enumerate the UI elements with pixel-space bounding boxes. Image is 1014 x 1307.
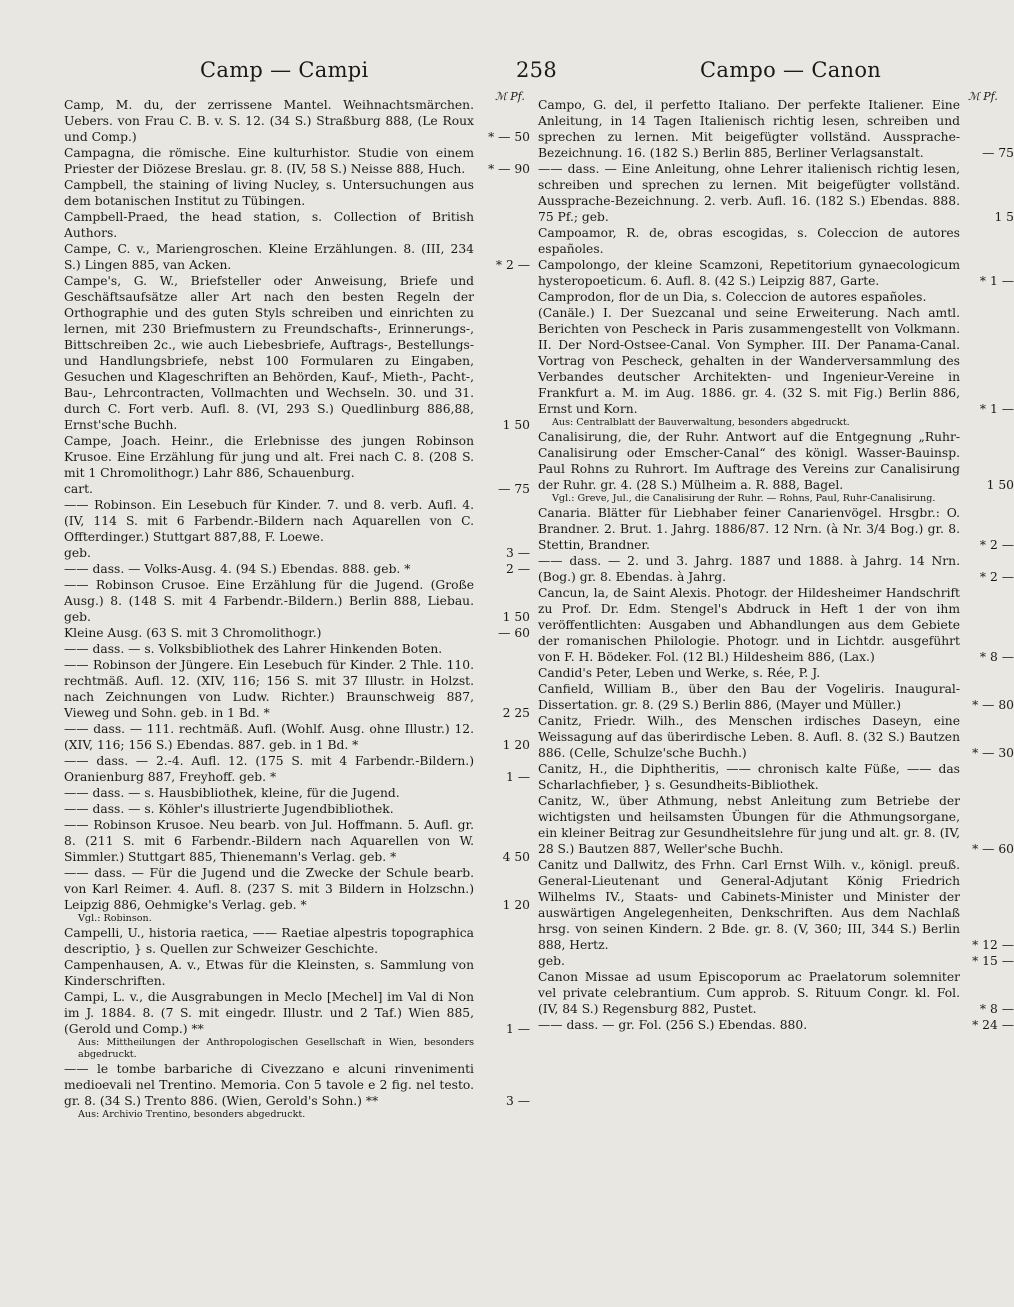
catalog-entry [64,545,530,561]
entry-text: —— dass. — Für die Jugend und die Zwecke der Schule bearb. von Karl Reimer. 4. Aufl. 8. (237 S. mit 3 Bildern in Holzschn.) Leipzig 886, Oehmigke's Verlag. geb. * [64,866,474,912]
entry-price: 4 50 [502,850,530,864]
entry-price: 1 5 [994,210,1014,224]
catalog-entry [538,793,1014,857]
running-head-right: Campo — Canon [700,58,882,82]
entry-text: Cancun, la, de Saint Alexis. Photogr. der Hildesheimer Handschrift zu Prof. Dr. Edm. Stengel's Abdruck in Heft 1 der von ihm veröffentlichten: Ausgaben und Abhandlungen aus dem Gebiete der romanischen Philologie. Photogr. und in Lichtdr. ausgeführt von F. H. Bödeker. Fol. (12 Bl.) Hildesheim 886, (Lax.) [538,586,960,664]
entry-note: Aus: Archivio Trentino, besonders abgedruckt. [78,1109,306,1120]
running-head-left: Camp — Campi [200,58,369,82]
entry-text: cart. [64,482,93,496]
catalog-entry [64,865,530,913]
entry-text: —— Robinson. Ein Lesebuch für Kinder. 7. und 8. verb. Aufl. 4. (IV, 114 S. mit 6 Farbendr.-Bildern nach Aquarellen von C. Offterdinger.) Stuttgart 887,88, F. Loewe. [64,498,474,544]
entry-price: * 12 — [972,938,1014,952]
entry-text: —— dass. — s. Köhler's illustrierte Jugendbibliothek. [64,802,394,816]
entry-text: Camprodon, flor de un Dia, s. Coleccion de autores españoles. [538,290,927,304]
entry-text: Campo, G. del, il perfetto Italiano. Der perfekte Italiener. Eine Anleitung, in 14 Tagen Italienisch richtig lesen, schreiben und sprechen zu lernen. Mit beigefügter vollständ. Aussprache-Bezeichnung. 16. (182 S.) Berlin 885, Berliner Verlagsanstalt. [538,98,960,160]
catalog-entry [64,657,530,721]
entry-price: — 60 [498,626,530,640]
entry-text: —— Robinson Crusoe. Eine Erzählung für die Jugend. (Große Ausg.) 8. (148 S. mit 4 Farbendr.-Bildern.) Berlin 888, Liebau. geb. [64,578,474,624]
entry-text: —— dass. — Volks-Ausg. 4. (94 S.) Ebendas. 888. geb. * [64,562,411,576]
entry-price: * — 30 [972,746,1014,760]
entry-text: geb. [64,546,91,560]
catalog-entry [64,801,530,817]
entry-text: —— dass. — s. Hausbibliothek, kleine, für die Jugend. [64,786,400,800]
entry-price: * — 90 [488,162,530,176]
currency-header-right: ℳ Pf. [968,90,998,103]
page-header [0,58,1000,90]
entry-text: —— dass. — 111. rechtmäß. Aufl. (Wohlf. Ausg. ohne Illustr.) 12. (XIV, 116; 156 S.) Ebendas. 887. geb. in 1 Bd. * [64,722,474,752]
entry-price: 2 25 [502,706,530,720]
entry-text: Canaria. Blätter für Liebhaber feiner Canarienvögel. Hrsgbr.: O. Brandner. 2. Brut. 1. Jahrg. 1886/87. 12 Nrn. (à Nr. 3/4 Bog.) gr. 8. Stettin, Brandner. [538,506,960,552]
catalog-entry [538,585,1014,665]
entry-price: — 75 [498,482,530,496]
entry-price: * 2 — [979,570,1014,584]
catalog-entry [538,305,1014,417]
catalog-entry [538,1017,1014,1033]
entry-text: Kleine Ausg. (63 S. mit 3 Chromolithogr.) [64,626,322,640]
entry-text: Campolongo, der kleine Scamzoni, Repetitorium gynaecologicum hysteropoeticum. 6. Aufl. 8. (42 S.) Leipzig 887, Garte. [538,258,960,288]
catalog-entry [64,753,530,785]
entry-price: 1 50 [986,478,1014,492]
entry-price: 1 20 [502,898,530,912]
entry-price: * 2 — [979,538,1014,552]
entry-text: Campoamor, R. de, obras escogidas, s. Coleccion de autores españoles. [538,226,960,256]
catalog-entry [64,273,530,433]
entry-price: * 2 — [495,258,530,272]
catalog-entry [64,817,530,865]
entry-price: * 8 — [979,1002,1014,1016]
entry-note: Aus: Centralblatt der Bauverwaltung, besonders abgedruckt. [552,417,850,428]
page-number: 258 [516,58,557,82]
catalog-entry [538,953,1014,969]
entry-text: Campbell-Praed, the head station, s. Collection of British Authors. [64,210,474,240]
catalog-entry [64,1109,530,1121]
catalog-entry [64,561,530,577]
catalog-entry [64,721,530,753]
entry-price: * — 80 [972,698,1014,712]
catalog-entry [538,97,1014,161]
catalog-entry [64,209,530,241]
catalog-entry [538,969,1014,1017]
catalog-entry [64,1061,530,1109]
entry-text: Campe, C. v., Mariengroschen. Kleine Erzählungen. 8. (III, 234 S.) Lingen 885, van Acken. [64,242,474,272]
entry-price: * — 60 [972,842,1014,856]
catalog-entry [64,1037,530,1061]
catalog-entry [64,957,530,989]
catalog-entry [538,665,960,681]
catalog-entry [64,785,530,801]
entry-price: 3 — [505,546,530,560]
entry-text: Canitz, H., die Diphtheritis, —— chronisch kalte Füße, —— das Scharlachfieber, } s. Gesundheits-Bibliothek. [538,762,960,792]
entry-price: * 8 — [979,650,1014,664]
entry-price: 1 — [505,1022,530,1036]
entry-price: * 15 — [972,954,1014,968]
catalog-entry [538,417,960,429]
entry-text: geb. [538,954,565,968]
catalog-entry [64,241,530,273]
entry-price: * 1 — [979,274,1014,288]
entry-note: Aus: Mittheilungen der Anthropologischen Gesellschaft in Wien, besonders abgedruckt. [78,1037,474,1060]
catalog-entry [64,497,530,545]
entry-text: Canitz und Dallwitz, des Frhn. Carl Ernst Wilh. v., königl. preuß. General-Lieutenant und General-Adjutant König Friedrich Wilhelms IV., Staats- und Cabinets-Minister und Minister der auswärtigen Angelegenheiten, Denkschriften. Aus dem Nachlaß hrsg. von seinen Kindern. 2 Bde. gr. 8. (V, 360; III, 344 S.) Berlin 888, Hertz. [538,858,960,952]
catalog-entry [538,857,1014,953]
entry-text: Campe's, G. W., Briefsteller oder Anweisung, Briefe und Geschäftsaufsätze aller Art nach den besten Regeln der Orthographie und des guten Styls schreiben und einrichten zu lernen, mit 230 Briefmustern zu Freundschafts-, Erinnerungs-, Bittschreiben 2c., wie auch Liebesbriefe, Auftrags-, Bestellungs- und Handlungsbriefe, nebst 100 Formularen zu Eingaben, Gesuchen und Klageschriften an Behörden, Kauf-, Mieth-, Pacht-, Bau-, Lehrcontracten, Vollmachten und Wechseln. 30. und 31. durch C. Fort verb. Aufl. 8. (VI, 293 S.) Quedlinburg 886,88, Ernst'sche Buchh. [64,274,474,432]
entry-text: Candid's Peter, Leben und Werke, s. Rée, P. J. [538,666,821,680]
entry-text: Campelli, U., historia raetica, —— Raetiae alpestris topographica descriptio, } s. Quellen zur Schweizer Geschichte. [64,926,474,956]
catalog-entry [538,257,1014,289]
entry-price: 2 — [505,562,530,576]
entry-text: —— dass. — 2. und 3. Jahrg. 1887 und 1888. à Jahrg. 14 Nrn. (Bog.) gr. 8. Ebendas. à Jahrg. [538,554,960,584]
entry-text: —— Robinson Krusoe. Neu bearb. von Jul. Hoffmann. 5. Aufl. gr. 8. (211 S. mit 6 Farbendr.-Bildern nach Aquarellen von W. Simmler.) Stuttgart 885, Thienemann's Verlag. geb. * [64,818,474,864]
catalog-entry [538,289,960,305]
catalog-entry [538,761,960,793]
catalog-entry [64,641,530,657]
catalog-entry [64,433,530,481]
entry-text: Canitz, Friedr. Wilh., des Menschen irdisches Daseyn, eine Weissagung auf das überirdische Leben. 8. Aufl. 8. (32 S.) Bautzen 886. (Celle, Schulze'sche Buchh.) [538,714,960,760]
catalog-entry [538,505,1014,553]
catalog-entry [538,429,1014,493]
right-column [538,97,1014,1033]
entry-text: Campe, Joach. Heinr., die Erlebnisse des jungen Robinson Krusoe. Eine Erzählung für jung und alt. Frei nach C. 8. (208 S. mit 1 Chromolithogr.) Lahr 886, Schauenburg. [64,434,474,480]
catalog-entry [64,989,530,1037]
entry-price: 3 — [505,1094,530,1108]
entry-price: * 1 — [979,402,1014,416]
entry-note: Vgl.: Greve, Jul., die Canalisirung der Ruhr. — Rohns, Paul, Ruhr-Canalisirung. [552,493,936,504]
left-column [64,97,530,1121]
entry-text: Canfield, William B., über den Bau der Vogeliris. Inaugural-Dissertation. gr. 8. (29 S.) Berlin 886, (Mayer und Müller.) [538,682,960,712]
entry-text: —— dass. — 2.-4. Aufl. 12. (175 S. mit 4 Farbendr.-Bildern.) Oranienburg 887, Freyhoff. geb. * [64,754,474,784]
entry-text: —— dass. — Eine Anleitung, ohne Lehrer italienisch richtig lesen, schreiben und sprechen zu lernen. Mit beigefügter vollständ. Aussprache-Bezeichnung. 2. verb. Aufl. 16. (182 S.) Ebendas. 888. 75 Pf.; geb. [538,162,960,224]
catalog-entry [538,713,1014,761]
entry-text: Canalisirung, die, der Ruhr. Antwort auf die Entgegnung „Ruhr-Canalisirung oder Emscher-Canal“ des königl. Wasser-Bauinsp. Paul Rohns zu Ruhrort. Im Auftrage des Vereins zur Canalisirung der Ruhr. gr. 4. (28 S.) Mülheim a. R. 888, Bagel. [538,430,960,492]
entry-text: —— Robinson der Jüngere. Ein Lesebuch für Kinder. 2 Thle. 110. rechtmäß. Aufl. 12. (XIV, 116; 156 S. mit 37 Illustr. in Holzst. nach Zeichnungen von Ludw. Richter.) Braunschweig 887, Vieweg und Sohn. geb. in 1 Bd. * [64,658,474,720]
entry-price: * 24 — [972,1018,1014,1032]
catalog-entry [538,493,960,505]
entry-price: 1 — [505,770,530,784]
entry-text: —— dass. — s. Volksbibliothek des Lahrer Hinkenden Boten. [64,642,443,656]
currency-header-left: ℳ Pf. [495,90,525,103]
entry-note: Vgl.: Robinson. [78,913,152,924]
catalog-entry [64,177,530,209]
catalog-entry [538,681,1014,713]
catalog-entry [64,481,530,497]
catalog-entry [64,145,530,177]
entry-text: (Canäle.) I. Der Suezcanal und seine Erweiterung. Nach amtl. Berichten von Pescheck in Paris zusammengestellt von Volkmann. II. Der Nord-Ostsee-Canal. Von Sympher. III. Der Panama-Canal. Vortrag von Pescheck, gehalten in der Wanderversammlung des Verbandes deutscher Architekten- und Ingenieur-Vereine in Frankfurt a. M. im Aug. 1886. gr. 4. (32 S. mit Fig.) Berlin 886, Ernst und Korn. [538,306,960,416]
catalog-entry [64,913,530,925]
entry-price: 1 20 [502,738,530,752]
entry-text: —— le tombe barbariche di Civezzano e alcuni rinvenimenti medioevali nel Trentino. Memoria. Con 5 tavole e 2 fig. nel testo. gr. 8. (34 S.) Trento 886. (Wien, Gerold's Sohn.) ** [64,1062,474,1108]
catalog-entry [64,577,530,625]
catalog-entry [538,161,1014,225]
catalog-entry [538,553,1014,585]
entry-price: 1 50 [502,418,530,432]
entry-text: Campi, L. v., die Ausgrabungen in Meclo [Mechel] im Val di Non im J. 1884. 8. (7 S. mit eingedr. Illustr. und 2 Taf.) Wien 885, (Gerold und Comp.) ** [64,990,474,1036]
catalog-entry [64,925,530,957]
entry-price: * — 50 [488,130,530,144]
entry-text: Campbell, the staining of living Nucley, s. Untersuchungen aus dem botanischen Institut zu Tübingen. [64,178,474,208]
entry-text: Campenhausen, A. v., Etwas für die Kleinsten, s. Sammlung von Kinderschriften. [64,958,474,988]
catalog-entry [64,97,530,145]
entry-text: Canitz, W., über Athmung, nebst Anleitung zum Betriebe der wichtigsten und heilsamsten Übungen für die Athmungsorgane, ein kleiner Beitrag zur Gesundheitslehre für jung und alt. gr. 8. (IV, 28 S.) Bautzen 887, Weller'sche Buchh. [538,794,960,856]
catalog-entry [64,625,530,641]
catalog-entry [538,225,960,257]
entry-text: —— dass. — gr. Fol. (256 S.) Ebendas. 880. [538,1018,808,1032]
entry-price: 1 50 [502,610,530,624]
entry-text: Canon Missae ad usum Episcoporum ac Praelatorum solemniter vel private celebrantium. Cum approb. S. Rituum Congr. kl. Fol. (IV, 84 S.) Regensburg 882, Pustet. [538,970,960,1016]
entry-text: Campagna, die römische. Eine kulturhistor. Studie von einem Priester der Diözese Breslau. gr. 8. (IV, 58 S.) Neisse 888, Huch. [64,146,474,176]
entry-text: Camp, M. du, der zerrissene Mantel. Weihnachtsmärchen. Uebers. von Frau C. B. v. S. 12. (34 S.) Straßburg 888, (Le Roux und Comp.) [64,98,474,144]
entry-price: — 75 [982,146,1014,160]
